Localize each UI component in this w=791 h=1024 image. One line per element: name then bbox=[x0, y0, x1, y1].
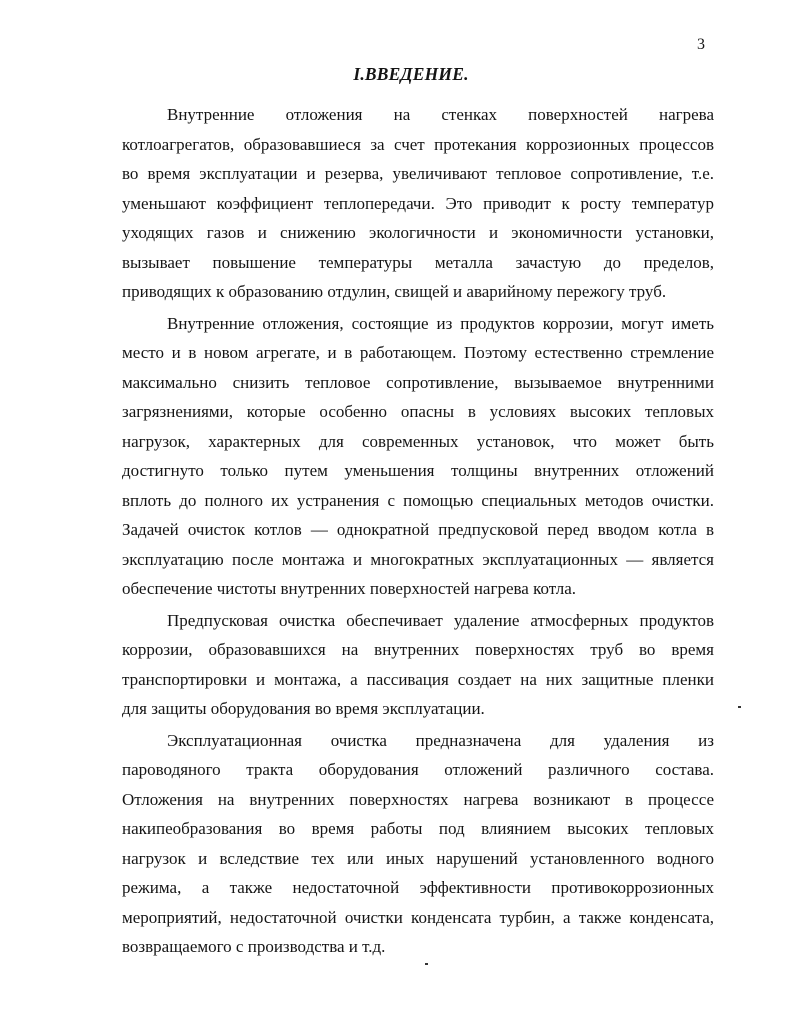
scan-speck bbox=[738, 706, 741, 708]
text-line: возвращаемого с производства и т.д. bbox=[122, 937, 386, 956]
text-line: вызывает повышение температуры металла зачастую до пределов, bbox=[122, 252, 714, 272]
text-line: Задачей очисток котлов — однократной предпусковой перед вводом котла в bbox=[122, 520, 714, 539]
text-line: достигнуто только путем уменьшения толщины внутренних отложений bbox=[122, 461, 714, 480]
text-line: нагрузок, характерных для современных установок, что может быть bbox=[122, 431, 714, 451]
text-line: максимально снизить тепловое сопротивление, вызываемое внутренними bbox=[122, 372, 714, 392]
text-line: коррозии, образовавшихся на внутренних поверхностях труб во время bbox=[122, 640, 714, 659]
text-line: пароводяного тракта оборудования отложений различного состава. bbox=[122, 760, 714, 779]
text-line: Внутренние отложения на стенках поверхностей нагрева bbox=[167, 105, 714, 124]
text-line: котлоагрегатов, образовавшиеся за счет протекания коррозионных процессов bbox=[122, 134, 714, 154]
page-number: 3 bbox=[697, 36, 705, 53]
paragraph-3 bbox=[122, 606, 714, 724]
text-line: Отложения на внутренних поверхностях нагрева возникают в процессе bbox=[122, 789, 714, 809]
text-line: приводящих к образованию отдулин, свищей и аварийному пережогу труб. bbox=[122, 282, 667, 301]
paragraph-1 bbox=[122, 100, 714, 307]
text-line: Предпусковая очистка обеспечивает удаление атмосферных продуктов bbox=[167, 610, 714, 630]
text-line: во время эксплуатации и резерва, увеличивают тепловое сопротивление, т.е. bbox=[122, 164, 714, 183]
text-line: для защиты оборудования во время эксплуатации. bbox=[122, 699, 485, 718]
paragraph-2 bbox=[122, 309, 714, 604]
text-line: накипеобразования во время работы под влиянием высоких тепловых bbox=[122, 819, 714, 838]
text-line: нагрузок и вследствие тех или иных нарушений установленного водного bbox=[122, 848, 714, 868]
text-line: уходящих газов и снижению экологичности и экономичности установки, bbox=[122, 223, 714, 242]
text-line: Внутренние отложения, состоящие из продуктов коррозии, могут иметь bbox=[167, 313, 714, 333]
text-line: Эксплуатационная очистка предназначена для удаления из bbox=[167, 730, 714, 750]
text-line: транспортировки и монтажа, а пассивация создает на них защитные пленки bbox=[122, 669, 714, 689]
paragraph-4 bbox=[122, 726, 714, 962]
section-heading: I.ВВЕДЕНИЕ. bbox=[353, 64, 469, 84]
body-text bbox=[122, 100, 714, 962]
text-line: режима, а также недостаточной эффективности противокоррозионных bbox=[122, 878, 714, 897]
text-line: уменьшают коэффициент теплопередачи. Это приводит к росту температур bbox=[122, 193, 714, 213]
text-line: обеспечение чистоты внутренних поверхностей нагрева котла. bbox=[122, 579, 577, 598]
text-line: место и в новом агрегате, и в работающем. Поэтому естественно стремление bbox=[122, 343, 714, 362]
text-line: загрязнениями, которые особенно опасны в условиях высоких тепловых bbox=[122, 402, 714, 421]
scan-speck bbox=[425, 963, 428, 965]
text-line: мероприятий, недостаточной очистки конденсата турбин, а также конденсата, bbox=[122, 907, 714, 927]
text-line: вплоть до полного их устранения с помощью специальных методов очистки. bbox=[122, 490, 714, 510]
text-line: эксплуатацию после монтажа и многократных эксплуатационных — является bbox=[122, 549, 714, 569]
